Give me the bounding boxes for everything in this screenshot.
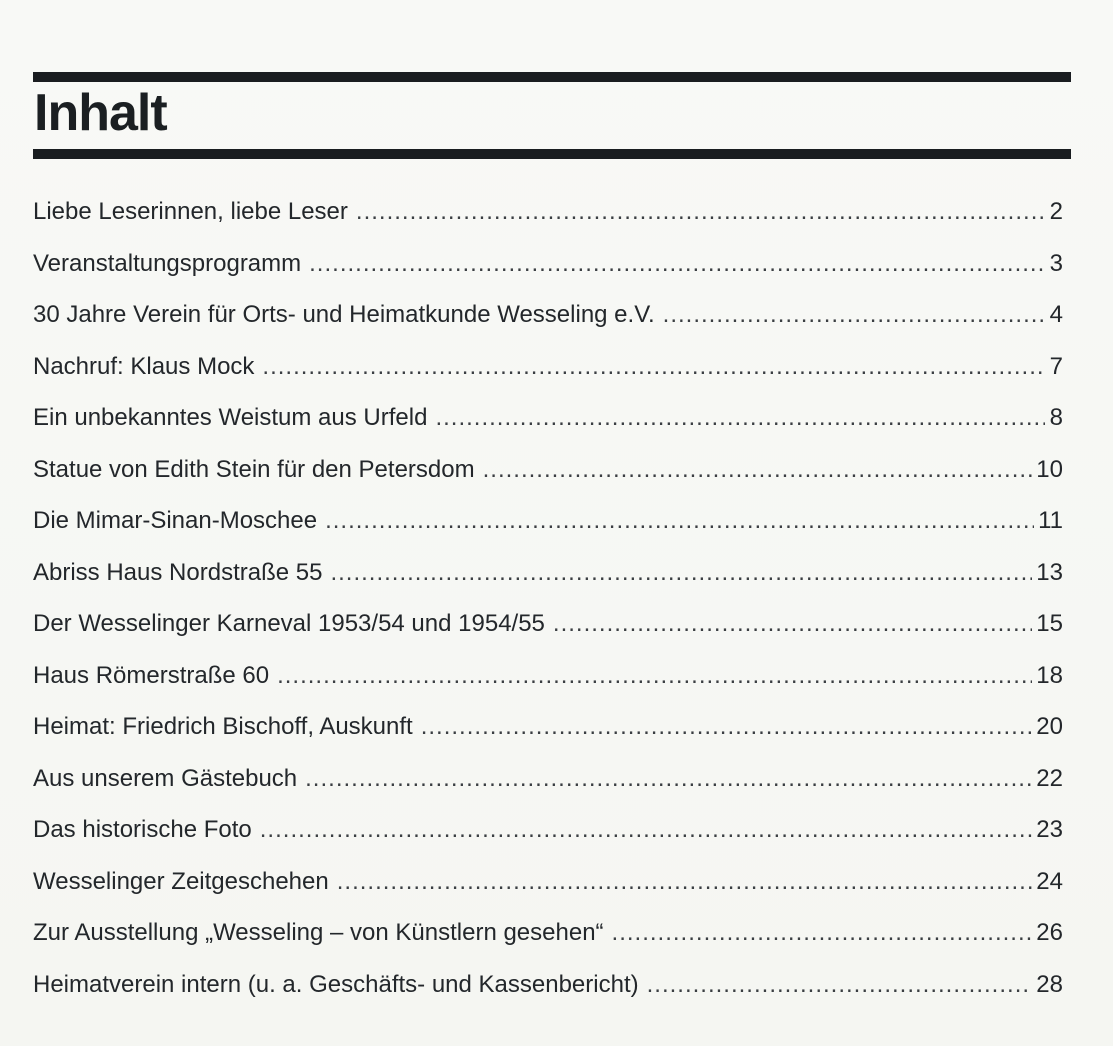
toc-entry-title: Haus Römerstraße 60 (33, 661, 270, 689)
toc-entry-page: 26 (1036, 919, 1063, 946)
toc-entry-page: 15 (1036, 610, 1063, 637)
toc-entry-title: Der Wesselinger Karneval 1953/54 und 1954/55 (33, 610, 545, 637)
toc-entry (33, 289, 1063, 341)
dot-leader (663, 289, 1045, 341)
dot-leader (325, 495, 1034, 547)
toc-entry-title: Wesselinger Zeitgeschehen (33, 867, 329, 895)
toc-entry (33, 856, 1063, 908)
toc-entry-title: Nachruf: Klaus Mock (33, 352, 255, 380)
dot-leader (483, 444, 1033, 496)
top-rule (33, 72, 1071, 82)
table-of-contents (33, 186, 1063, 1010)
toc-entry-title: Liebe Leserinnen, liebe Leser (33, 198, 348, 225)
toc-entry (33, 238, 1063, 290)
toc-entry-page: 13 (1036, 558, 1063, 586)
toc-entry-title: Heimatverein intern (u. a. Geschäfts- und Kassenbericht) (33, 970, 639, 998)
dot-leader (337, 856, 1033, 908)
toc-entry-page: 24 (1036, 867, 1063, 895)
toc-entry (33, 341, 1063, 393)
toc-entry-page: 11 (1038, 507, 1063, 534)
toc-entry (33, 959, 1063, 1011)
dot-leader (260, 804, 1033, 856)
toc-entry-page: 2 (1049, 198, 1063, 225)
toc-entry (33, 392, 1063, 444)
toc-entry (33, 186, 1063, 238)
toc-entry-page: 18 (1036, 661, 1063, 689)
toc-entry-title: Veranstaltungsprogramm (33, 249, 302, 277)
dot-leader (647, 959, 1033, 1011)
dot-leader (356, 186, 1045, 238)
toc-entry-title: Heimat: Friedrich Bischoff, Auskunft (33, 713, 413, 740)
dot-leader (330, 547, 1032, 599)
toc-entry (33, 804, 1063, 856)
toc-entry-page: 10 (1036, 455, 1063, 483)
toc-entry-title: Aus unserem Gästebuch (33, 764, 298, 792)
page-title: Inhalt (34, 84, 167, 142)
toc-entry (33, 495, 1063, 547)
dot-leader (262, 341, 1045, 393)
dot-leader (553, 598, 1032, 650)
dot-leader (612, 907, 1033, 959)
toc-entry-title: Das historische Foto (33, 816, 252, 843)
bottom-rule (33, 149, 1071, 159)
toc-entry-title: Statue von Edith Stein für den Petersdom (33, 455, 475, 483)
toc-entry-page: 20 (1036, 713, 1063, 740)
dot-leader (421, 701, 1033, 753)
dot-leader (277, 650, 1032, 702)
toc-entry (33, 598, 1063, 650)
toc-entry (33, 701, 1063, 753)
toc-entry-page: 8 (1049, 404, 1063, 431)
toc-entry (33, 907, 1063, 959)
toc-entry-page: 28 (1036, 970, 1063, 998)
toc-entry-title: 30 Jahre Verein für Orts- und Heimatkunde Wesseling e.V. (33, 301, 655, 328)
toc-entry (33, 753, 1063, 805)
toc-entry (33, 444, 1063, 496)
dot-leader (305, 753, 1032, 805)
toc-entry-page: 7 (1049, 352, 1063, 380)
toc-entry (33, 547, 1063, 599)
toc-entry-title: Abriss Haus Nordstraße 55 (33, 558, 323, 586)
toc-entry-page: 22 (1036, 764, 1063, 792)
toc-entry-page: 3 (1049, 249, 1063, 277)
toc-entry-page: 4 (1049, 301, 1063, 328)
toc-entry-title: Die Mimar-Sinan-Moschee (33, 507, 318, 534)
toc-entry (33, 650, 1063, 702)
toc-entry-title: Zur Ausstellung „Wesseling – von Künstlern gesehen“ (33, 919, 604, 946)
dot-leader (435, 392, 1045, 444)
dot-leader (309, 238, 1045, 290)
toc-entry-title: Ein unbekanntes Weistum aus Urfeld (33, 404, 428, 431)
toc-entry-page: 23 (1036, 816, 1063, 843)
